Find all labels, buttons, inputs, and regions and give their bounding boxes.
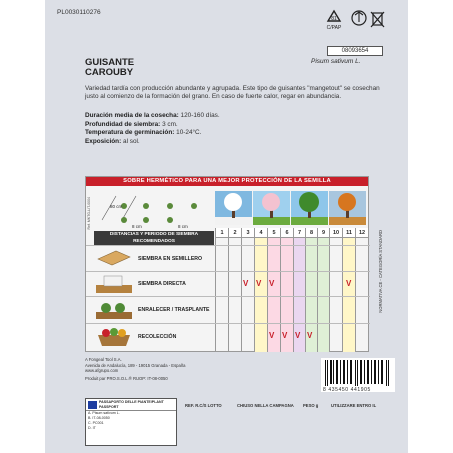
spring-tree-icon <box>253 191 290 225</box>
scientific-name: Pisum sativum L. <box>311 58 361 65</box>
company-website: www.afgrupo.com <box>85 368 119 374</box>
direct-sowing-icon <box>94 273 134 295</box>
plant-distance-2: 8 cm <box>178 224 188 229</box>
month-column <box>342 228 355 352</box>
label-ref-lotto: REF. R.C/S LOTTO <box>185 403 222 408</box>
passport-title: PASSAPORTO DELLE PIANTE/PLANT PASSPORT <box>99 399 164 409</box>
label-utilizzare: UTILIZZARE ENTRO IL <box>331 403 377 408</box>
month-column <box>215 228 228 352</box>
month-number: 8 <box>306 228 317 238</box>
month-number: 5 <box>268 228 280 238</box>
recycle-number: 81 <box>331 16 337 22</box>
product-code: PL0030110276 <box>57 9 101 16</box>
row-label-harvest: RECOLECCIÓN <box>138 334 177 340</box>
sowing-mark-month-4: V <box>256 279 262 288</box>
row-divider <box>86 245 370 246</box>
passport-line-a: A. Pisum sativum L. <box>88 411 120 415</box>
month-column <box>254 228 267 352</box>
company-info <box>85 357 186 374</box>
row-label-seedbed: SIEMBRA EN SEMILLERO <box>138 256 203 262</box>
transplant-icon <box>94 298 134 320</box>
row-distance: 80 cm <box>110 204 123 209</box>
row-divider <box>86 323 370 324</box>
planting-distance-diagram <box>96 190 213 230</box>
sowing-mark-month-3: V <box>243 279 249 288</box>
passport-line-c: C. PC001 <box>88 421 104 425</box>
winter-tree-icon <box>215 191 252 225</box>
barcode-number: 8 435450 441905 <box>323 387 371 393</box>
month-column <box>241 228 254 352</box>
product-description: Variedad tardía con producción abundante y agrupada. Este tipo de guisantes "mangetout" se cosechan justo al comienzo de la formación del grano. En caso de fuerte calor, regar en abundancia. <box>85 85 380 101</box>
harvest-mark-month-5: V <box>269 331 275 340</box>
summer-tree-icon <box>291 191 328 225</box>
month-column <box>228 228 241 352</box>
month-number: 7 <box>294 228 305 238</box>
eu-flag-icon <box>88 401 97 409</box>
autumn-tree-icon <box>329 191 366 225</box>
calendar-banner: SOBRE HERMÉTICO PARA UNA MEJOR PROTECCIÓN DE LA SEMILLA <box>86 177 368 186</box>
label-chiuso: CHIUSO NELLA CAMPAGNA <box>237 403 294 408</box>
plant-distance-1: 8 cm <box>132 224 142 229</box>
month-column <box>329 228 342 352</box>
spec-temperature: Temperatura de germinación: 10-24°C. <box>85 129 202 137</box>
row-divider <box>86 296 370 297</box>
harvest-mark-month-7: V <box>295 331 301 340</box>
label-peso: PESO g <box>303 403 319 408</box>
sowing-calendar <box>85 176 369 352</box>
month-number: 1 <box>216 228 228 238</box>
sowing-mark-month-11: V <box>346 279 352 288</box>
recycle-symbols-icon <box>326 7 386 43</box>
product-specs <box>85 112 220 146</box>
passport-line-b: B. IT-08-0050 <box>88 416 110 420</box>
spec-exposure: Exposición: al sol. <box>85 137 140 145</box>
month-column <box>317 228 329 352</box>
seed-tray-icon <box>94 247 134 269</box>
month-number: 10 <box>330 228 342 238</box>
producer-note: Produit par PRO.S.O.L.® RUOP: IT-08-0050 <box>85 376 168 381</box>
product-name-line1: GUISANTE <box>85 57 135 68</box>
spec-harvest: Duración media de la cosecha: 120-160 días. <box>85 112 220 119</box>
product-name-line2: CAROUBY <box>85 67 134 78</box>
recycle-material: C/PAP <box>326 25 342 31</box>
month-number: 3 <box>242 228 254 238</box>
month-number: 2 <box>229 228 241 238</box>
package-id: 08093654 <box>327 46 383 56</box>
month-column <box>355 228 368 352</box>
plant-passport <box>85 398 177 446</box>
distances-label: DISTANCIAS Y PERIODO DE SIEMBRA RECOMENDADOS <box>94 231 214 245</box>
harvest-basket-icon <box>94 325 134 347</box>
company-name: A Fongeal Tool S.A. <box>85 357 122 362</box>
month-grid <box>215 228 368 352</box>
sowing-mark-month-5: V <box>269 279 275 288</box>
row-divider <box>86 271 370 272</box>
spec-depth: Profundidad de siembra: 3 cm. <box>85 120 178 128</box>
harvest-mark-month-8: V <box>307 331 313 340</box>
standard-category-note: NORMATIVA CE - CATEGORÍA STANDARD <box>378 230 383 313</box>
seed-packet-back <box>45 0 408 453</box>
company-address: Avenida de Andalucía, 189 - 19015 Granada - España <box>85 362 186 368</box>
month-number: 9 <box>318 228 329 238</box>
chart-side-code: Ref. MKTG-LIT-0004 <box>87 197 91 230</box>
month-number: 12 <box>356 228 368 238</box>
harvest-mark-month-6: V <box>282 331 288 340</box>
row-label-direct: SIEMBRA DIRECTA <box>138 281 186 287</box>
month-number: 11 <box>343 228 355 238</box>
passport-line-d: D. IT <box>88 426 96 430</box>
month-number: 4 <box>255 228 267 238</box>
row-label-transplant: ENRALECER / TRASPLANTE <box>138 307 210 313</box>
month-number: 6 <box>281 228 293 238</box>
